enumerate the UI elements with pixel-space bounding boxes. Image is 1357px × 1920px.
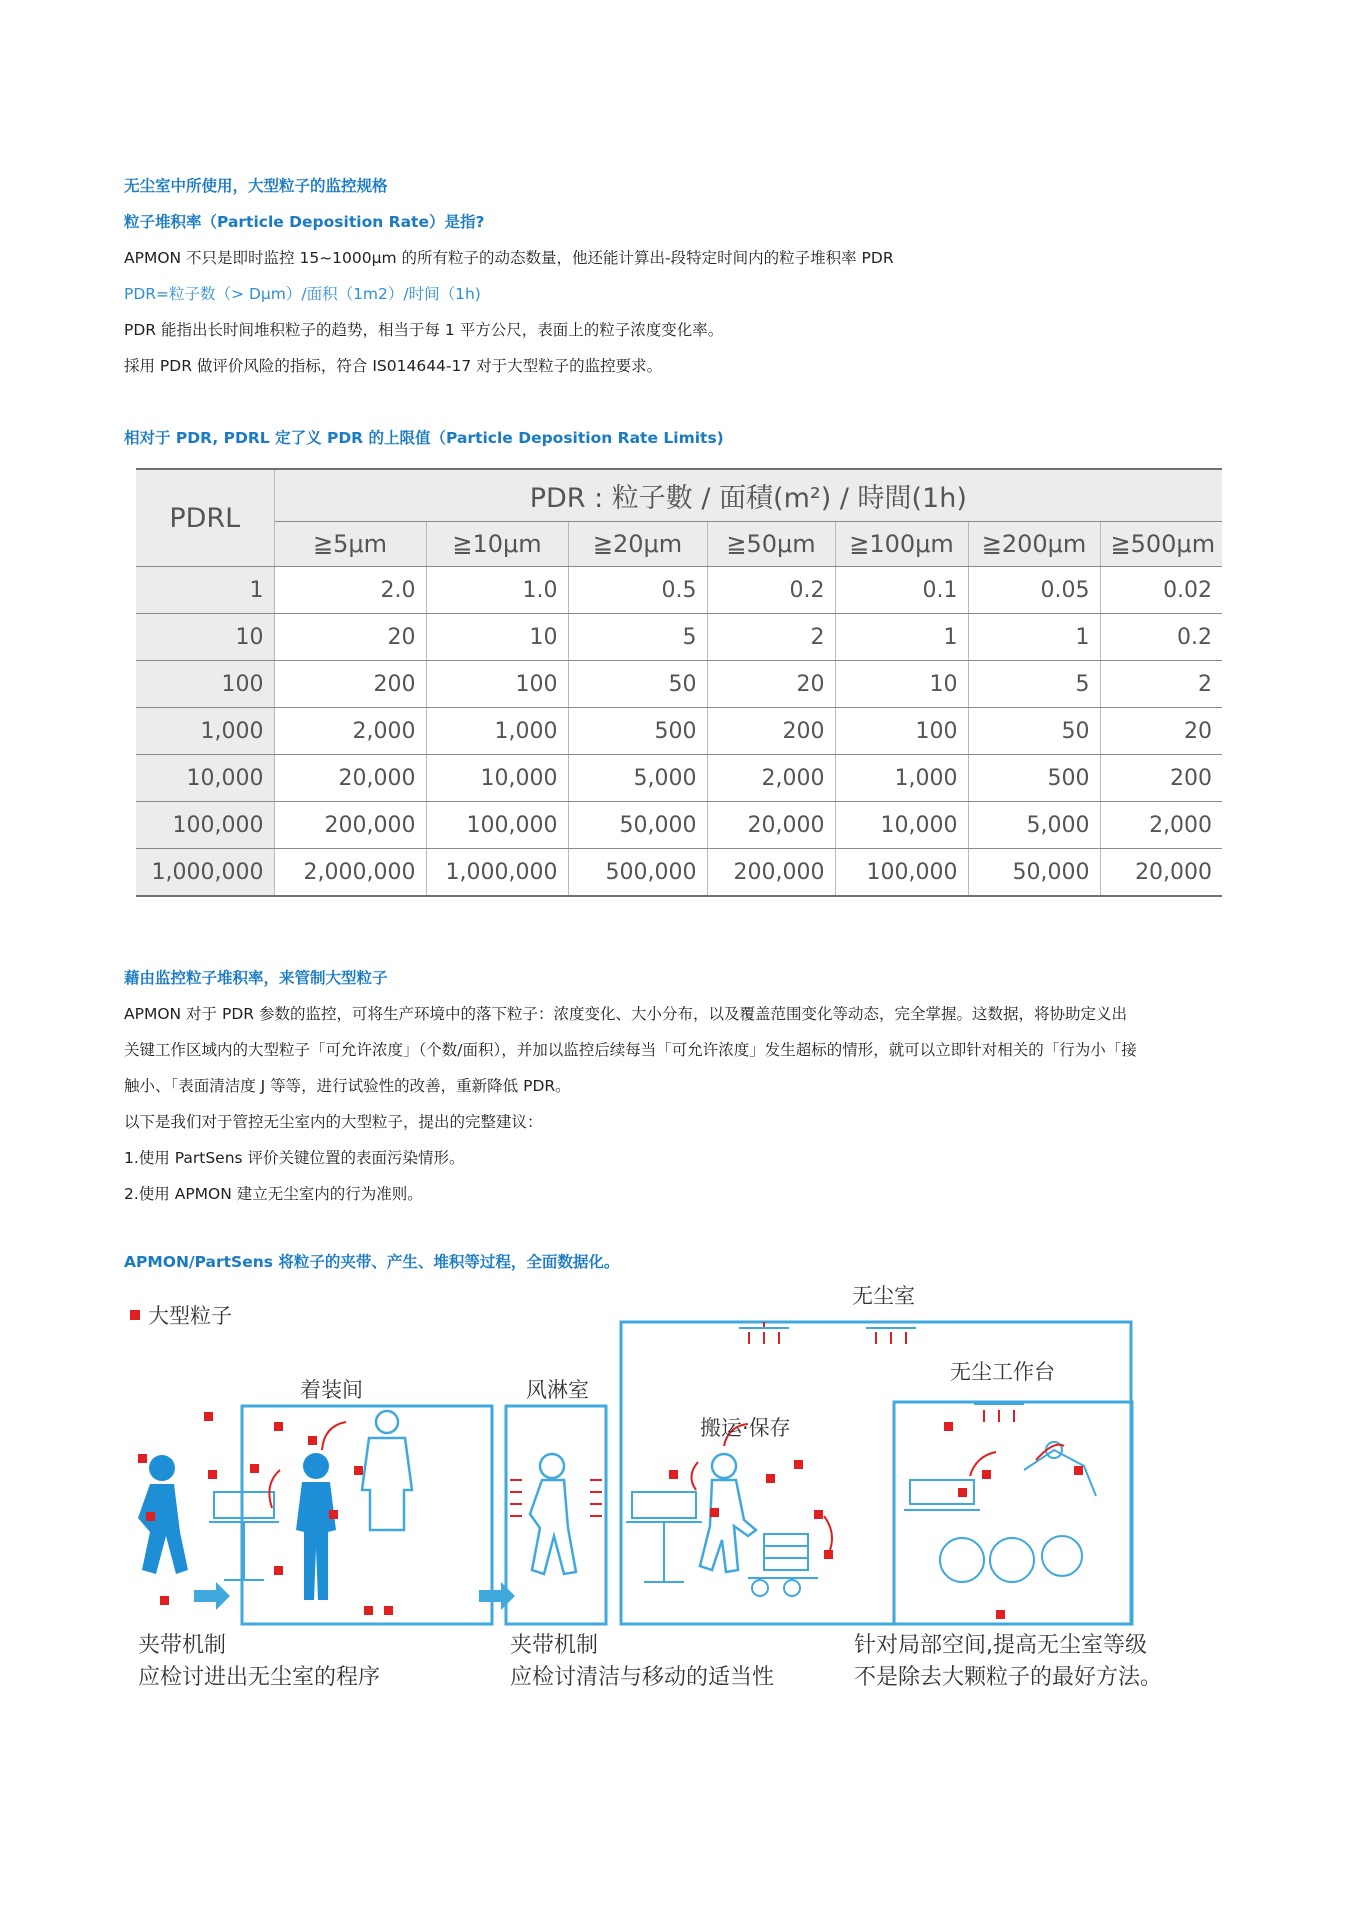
size-threshold-header: ≧100μm [835, 521, 968, 566]
pdr-value: 10,000 [426, 755, 568, 802]
pdr-value: 50,000 [968, 849, 1100, 897]
particle-process-diagram [124, 1270, 1190, 1700]
pdr-value: 2 [1100, 661, 1222, 708]
section4-heading: APMON/PartSens 将粒子的夹带、产生、堆积等过程，全面数据化。 [124, 1253, 620, 1271]
pdrl-value: 100,000 [136, 802, 274, 849]
pdr-value: 100,000 [835, 849, 968, 897]
pdr-value: 1 [835, 614, 968, 661]
machine-icons [209, 1442, 1096, 1596]
pdr-value: 0.1 [835, 567, 968, 614]
pdrl-value: 10 [136, 614, 274, 661]
size-threshold-header: ≧50μm [707, 521, 835, 566]
caption-line: 不是除去大颗粒子的最好方法。 [854, 1665, 1163, 1690]
table-row [136, 708, 1222, 755]
pdr-value: 20,000 [274, 755, 426, 802]
pdr-value: 100 [835, 708, 968, 755]
pdr-value: 100 [426, 661, 568, 708]
pdr-value: 10 [835, 661, 968, 708]
workstation-outline [894, 1402, 1132, 1624]
pdr-value: 100,000 [426, 802, 568, 849]
pdr-question: 粒子堆积率（Particle Deposition Rate）是指? [124, 213, 485, 231]
pdrl-table [136, 468, 1222, 897]
pdr-value: 0.02 [1100, 567, 1222, 614]
pdrl-header: PDRL [136, 469, 274, 567]
pdr-value: 10 [426, 614, 568, 661]
paragraph-line: APMON 对于 PDR 参数的监控，可将生产环境中的落下粒子：浓度变化、大小分布，以及覆盖范围变化等动态，完全掌握。这数据，将协助定义出 [124, 1005, 1127, 1023]
pdr-group-header: PDR : 粒子數 / 面積(m²) / 時間(1h) [274, 469, 1222, 521]
particle-markers [138, 1412, 1083, 1619]
table-row [136, 614, 1222, 661]
pdrl-value: 1,000 [136, 708, 274, 755]
pdr-value: 5,000 [968, 802, 1100, 849]
pdr-value: 200 [274, 661, 426, 708]
paragraph-line: 1.使用 PartSens 评价关键位置的表面污染情形。 [124, 1149, 465, 1167]
paragraph-line: APMON 不只是即时监控 15~1000μm 的所有粒子的动态数量，他还能计算出-段特定时间内的粒子堆积率 PDR [124, 249, 894, 267]
size-threshold-header: ≧20μm [568, 521, 707, 566]
pdr-value: 2,000,000 [274, 849, 426, 897]
pdr-value: 500 [968, 755, 1100, 802]
paragraph-line: 採用 PDR 做评价风险的指标，符合 IS014644-17 对于大型粒子的监控要求。 [124, 357, 663, 375]
pdr-value: 2,000 [274, 708, 426, 755]
pdrl-value: 10,000 [136, 755, 274, 802]
pdr-value: 1 [968, 614, 1100, 661]
gowning-room-label: 着装间 [300, 1378, 363, 1402]
pdr-value: 2,000 [707, 755, 835, 802]
pdr-value: 0.2 [707, 567, 835, 614]
paragraph-line: 以下是我们对于管控无尘室内的大型粒子，提出的完整建议： [124, 1113, 543, 1131]
pdr-formula: PDR=粒子数（> Dμm）/面积（1m2）/时间（1h) [124, 285, 481, 303]
size-threshold-header: ≧500μm [1100, 521, 1222, 566]
paragraph-line: 关键工作区域内的大型粒子「可允许浓度」（个数/面积），并加以监控后续每当「可允许浓度」发生超标的情形，就可以立即针对相关的「行为小「接 [124, 1041, 1137, 1059]
person-icons [138, 1453, 336, 1600]
pdr-value: 0.2 [1100, 614, 1222, 661]
pdr-value: 5 [968, 661, 1100, 708]
section1-heading: 无尘室中所使用，大型粒子的监控规格 [124, 177, 388, 195]
pdr-value: 2.0 [274, 567, 426, 614]
paragraph-line: 触小、「表面清洁度 J 等等，进行试验性的改善，重新降低 PDR。 [124, 1077, 571, 1095]
particle-legend-marker [130, 1310, 140, 1320]
pdr-value: 1.0 [426, 567, 568, 614]
pdr-value: 50 [568, 661, 707, 708]
table-row [136, 802, 1222, 849]
caption-line: 针对局部空间,提高无尘室等级 [854, 1633, 1147, 1658]
pdrl-value: 1,000,000 [136, 849, 274, 897]
pdr-value: 200 [1100, 755, 1222, 802]
pdr-value: 200,000 [274, 802, 426, 849]
pdr-value: 20 [274, 614, 426, 661]
pdrl-value: 100 [136, 661, 274, 708]
diagram-caption [138, 1630, 380, 1694]
pdr-value: 500,000 [568, 849, 707, 897]
section2-heading: 相对于 PDR, PDRL 定了义 PDR 的上限值（Particle Deposition Rate Limits) [124, 429, 724, 447]
airshower-label: 风淋室 [526, 1378, 589, 1402]
pdr-value: 50 [968, 708, 1100, 755]
pdr-value: 500 [568, 708, 707, 755]
gowning-room-outline [242, 1406, 492, 1624]
cleanroom-label: 无尘室 [852, 1284, 915, 1308]
pdr-value: 200,000 [707, 849, 835, 897]
particle-legend-label: 大型粒子 [148, 1304, 232, 1328]
table-row [136, 849, 1222, 897]
paragraph-line: PDR 能指出长时间堆积粒子的趋势，相当于每 1 平方公尺，表面上的粒子浓度变化率。 [124, 321, 724, 339]
pdr-value: 2,000 [1100, 802, 1222, 849]
workstation-label: 无尘工作台 [950, 1360, 1055, 1384]
pdr-value: 50,000 [568, 802, 707, 849]
diagram-caption [510, 1630, 774, 1694]
section3-heading: 藉由监控粒子堆积率，来管制大型粒子 [124, 969, 388, 987]
size-threshold-header: ≧200μm [968, 521, 1100, 566]
pdr-value: 1,000,000 [426, 849, 568, 897]
pdr-value: 20 [707, 661, 835, 708]
pdr-value: 20,000 [707, 802, 835, 849]
pdr-value: 20 [1100, 708, 1222, 755]
size-threshold-header: ≧10μm [426, 521, 568, 566]
pdrl-value: 1 [136, 567, 274, 614]
pdr-value: 0.5 [568, 567, 707, 614]
size-threshold-header: ≧5μm [274, 521, 426, 566]
pdr-value: 10,000 [835, 802, 968, 849]
caption-line: 应检讨进出无尘室的程序 [138, 1665, 381, 1690]
pdr-value: 1,000 [835, 755, 968, 802]
caption-line: 应检讨清洁与移动的适当性 [510, 1665, 775, 1690]
table-row [136, 755, 1222, 802]
pdr-value: 2 [707, 614, 835, 661]
pdr-value: 20,000 [1100, 849, 1222, 897]
table-row [136, 567, 1222, 614]
pdr-value: 200 [707, 708, 835, 755]
pdr-value: 0.05 [968, 567, 1100, 614]
transport-storage-label: 搬运·保存 [700, 1416, 791, 1440]
caption-line: 夹带机制 [510, 1633, 599, 1658]
diagram-caption [854, 1630, 1162, 1694]
pdr-value: 1,000 [426, 708, 568, 755]
pdr-value: 5 [568, 614, 707, 661]
caption-line: 夹带机制 [138, 1633, 227, 1658]
pdr-value: 5,000 [568, 755, 707, 802]
paragraph-line: 2.使用 APMON 建立无尘室内的行为准则。 [124, 1185, 423, 1203]
table-row [136, 661, 1222, 708]
